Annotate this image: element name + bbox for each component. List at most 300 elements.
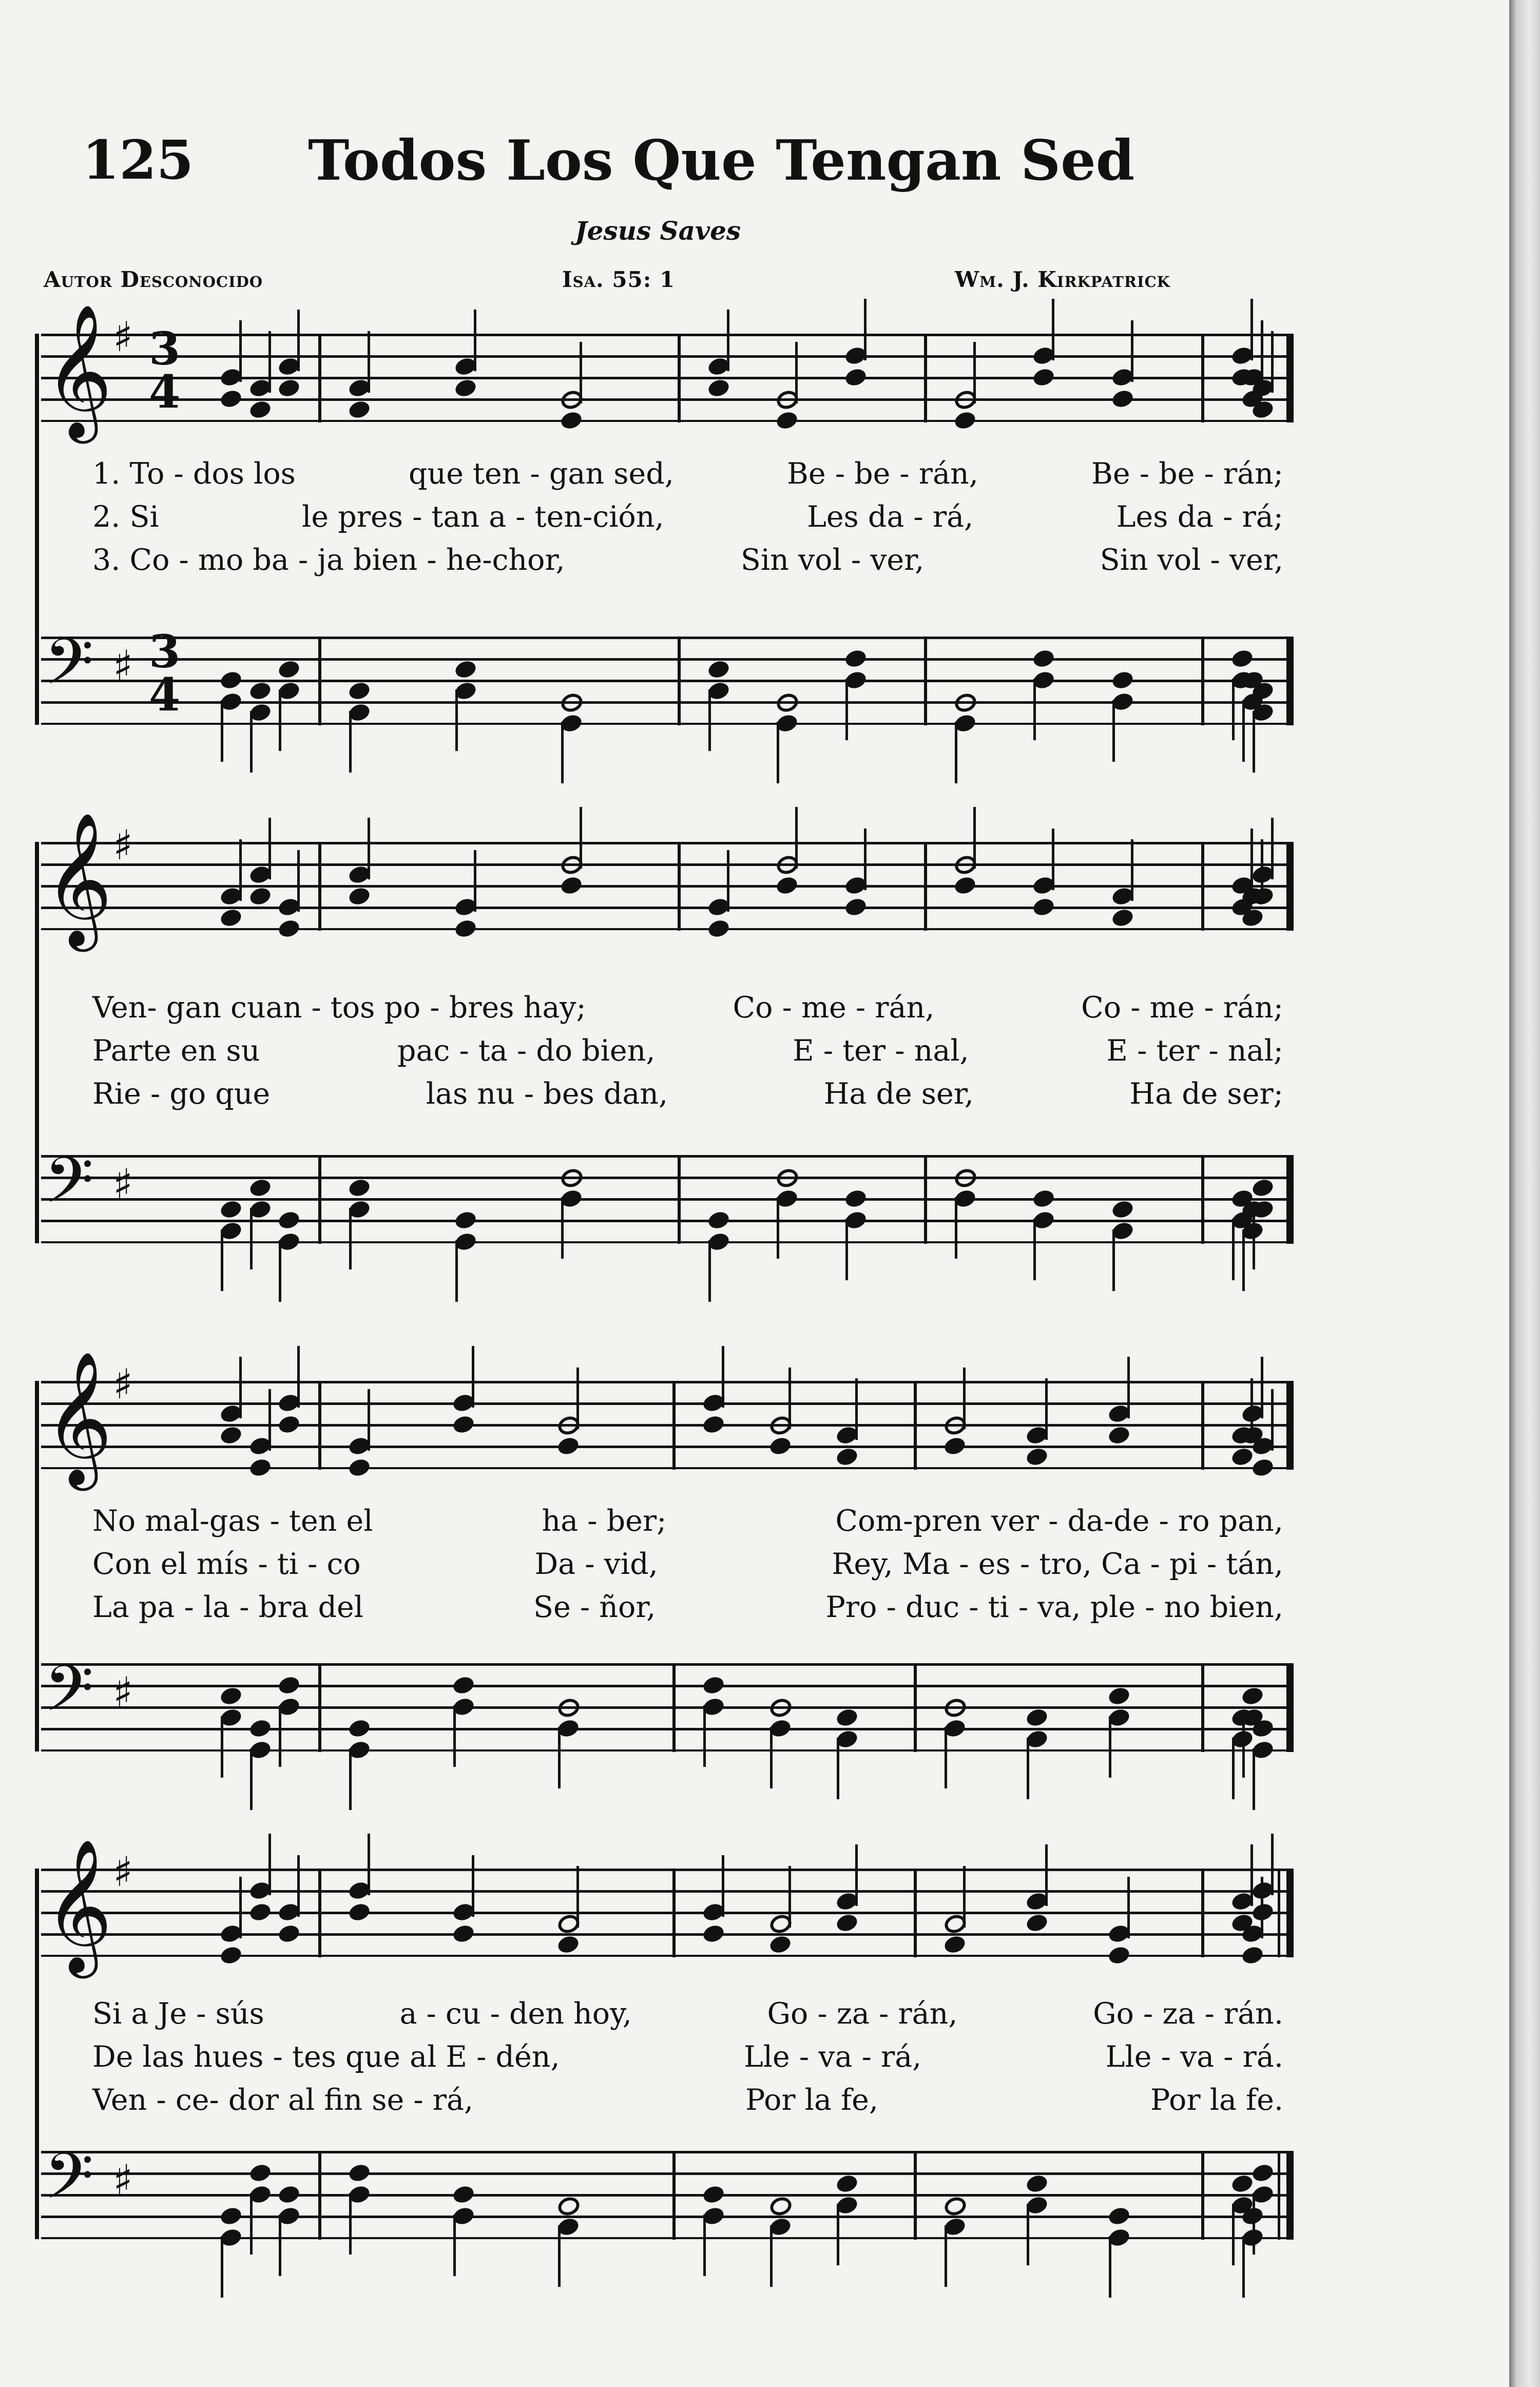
note-stem <box>297 1855 300 1917</box>
note-stem <box>1033 679 1036 740</box>
treble-clef-icon: 𝄞 <box>44 1351 112 1485</box>
note-stem <box>221 1229 223 1291</box>
lyric-line <box>92 2083 1283 2117</box>
note-stem <box>239 1357 242 1418</box>
lyric-segment: No mal-gas - ten el <box>92 1504 373 1538</box>
note-stem <box>788 1866 791 1928</box>
notehead <box>701 1923 726 1945</box>
notehead <box>1031 648 1056 669</box>
note-stem <box>1253 1208 1255 1269</box>
notehead <box>1230 2173 1255 2194</box>
lyric-segment: Be - be - rán, <box>786 457 978 491</box>
notehead <box>1250 1457 1275 1478</box>
notehead <box>843 1188 868 1209</box>
lyric-segment: 1. To - dos los <box>92 457 296 491</box>
note-stem <box>788 1368 791 1429</box>
lyric-segment: Sin vol - ver, <box>1100 543 1283 577</box>
notehead <box>1110 669 1135 691</box>
notehead <box>775 410 799 431</box>
note-stem <box>1242 700 1245 762</box>
notehead <box>451 1414 476 1435</box>
note-stem <box>453 1705 456 1767</box>
notehead <box>347 1177 372 1199</box>
note-stem <box>1242 1716 1245 1778</box>
note-stem <box>1027 1738 1029 1799</box>
barline <box>318 2151 321 2240</box>
notehead <box>843 367 868 388</box>
lyric-line <box>92 1077 1283 1111</box>
notehead <box>1230 1446 1255 1468</box>
note-stem <box>1271 1834 1274 1895</box>
note-stem <box>250 1208 253 1269</box>
barline <box>672 2151 676 2240</box>
notehead <box>701 2184 726 2205</box>
note-stem <box>777 722 779 783</box>
notehead <box>1250 2162 1275 2184</box>
notehead <box>248 1901 273 1923</box>
notehead <box>555 2194 582 2218</box>
note-stem <box>770 1727 773 1788</box>
note-stem <box>1232 1738 1235 1799</box>
note-stem <box>268 1834 271 1895</box>
note-stem <box>561 1197 564 1259</box>
lyric-line <box>92 991 1283 1025</box>
system-bracket <box>35 1869 39 2239</box>
end-barline <box>1286 1381 1294 1470</box>
note-stem <box>1045 1844 1048 1906</box>
lyric-segment: Com-pren ver - da-de - ro pan, <box>835 1504 1283 1538</box>
note-stem <box>795 342 798 403</box>
barline <box>672 1663 676 1752</box>
note-stem <box>837 1738 839 1799</box>
note-stem <box>708 689 711 751</box>
lyric-segment: Se - ñor, <box>533 1590 656 1624</box>
lyric-segment: Lle - va - rá, <box>743 2040 922 2074</box>
note-stem <box>472 1346 474 1408</box>
notehead <box>248 886 273 907</box>
lyric-segment: E - ter - nal; <box>1106 1034 1283 1068</box>
notehead <box>347 680 372 702</box>
notehead <box>1031 1188 1056 1209</box>
barline <box>1201 842 1204 931</box>
notehead <box>767 1696 794 1720</box>
notehead <box>1107 1424 1131 1446</box>
barline <box>678 1155 681 1244</box>
note-stem <box>955 1197 957 1259</box>
note-stem <box>703 2215 706 2276</box>
note-stem <box>708 1240 711 1302</box>
notehead <box>219 388 243 410</box>
notehead <box>706 377 731 399</box>
notehead <box>219 1424 243 1446</box>
note-stem <box>855 1378 858 1440</box>
lyric-segment: ha - ber; <box>542 1504 667 1538</box>
notehead <box>775 1166 801 1190</box>
barline <box>1201 1869 1204 1957</box>
note-stem <box>268 818 271 879</box>
notehead <box>701 1414 726 1435</box>
note-stem <box>279 2215 281 2276</box>
barline <box>318 1663 321 1752</box>
barline <box>1201 637 1204 725</box>
end-barline <box>1286 842 1294 931</box>
treble-clef-icon: 𝄞 <box>44 1838 112 1973</box>
notehead <box>942 1435 967 1457</box>
end-barline <box>1286 1155 1294 1244</box>
lyric-segment: Les da - rá; <box>1116 500 1283 534</box>
note-stem <box>1127 1877 1130 1938</box>
notehead <box>347 1718 372 1739</box>
sharp-icon: ♯ <box>113 1360 133 1408</box>
lyric-segment: Co - me - rán; <box>1081 991 1283 1025</box>
note-stem <box>250 2193 253 2255</box>
note-stem <box>770 2225 773 2287</box>
note-stem <box>349 711 352 773</box>
notehead <box>1250 1177 1275 1199</box>
scripture-reference: Isa. 55: 1 <box>562 267 676 292</box>
barline <box>914 1663 917 1752</box>
lyric-line <box>92 1590 1283 1624</box>
note-stem <box>1052 299 1054 360</box>
barline <box>678 334 681 422</box>
barline <box>318 1381 321 1470</box>
notehead <box>1110 388 1135 410</box>
notehead <box>835 1707 859 1728</box>
barline <box>672 1381 676 1470</box>
bass-clef-icon: 𝄢 <box>44 2140 94 2229</box>
notehead <box>451 1923 476 1945</box>
note-stem <box>1027 2204 1029 2265</box>
time-signature: 3 4 <box>149 322 181 418</box>
note-stem <box>268 331 271 393</box>
barline <box>924 334 927 422</box>
lyric-segment: 3. Co - mo ba - ja bien - he-chor, <box>92 543 565 577</box>
note-stem <box>1109 1716 1111 1778</box>
lyric-segment: Ha de ser; <box>1129 1077 1283 1111</box>
lyric-segment: Con el mís - ti - co <box>92 1547 361 1581</box>
bass-clef-icon: 𝄢 <box>44 1144 94 1233</box>
note-stem <box>727 310 729 371</box>
note-stem <box>250 1748 253 1810</box>
notehead <box>219 907 243 929</box>
notehead <box>347 2162 372 2184</box>
note-stem <box>1271 331 1274 393</box>
note-stem <box>722 1855 724 1917</box>
notehead <box>1025 2173 1049 2194</box>
barline <box>678 842 681 931</box>
note-stem <box>368 331 370 393</box>
notehead <box>1031 896 1056 918</box>
note-stem <box>297 310 300 371</box>
sharp-icon: ♯ <box>113 642 133 689</box>
lyric-line <box>92 1547 1283 1581</box>
notehead <box>556 1934 581 1955</box>
note-stem <box>268 1389 271 1451</box>
notehead <box>952 691 978 715</box>
notehead <box>347 886 372 907</box>
end-barline <box>1286 1663 1294 1752</box>
treble-clef-icon: 𝄞 <box>44 303 112 438</box>
lyric-segment: Rey, Ma - es - tro, Ca - pi - tán, <box>832 1547 1283 1581</box>
barline <box>914 1869 917 1957</box>
note-stem <box>279 689 281 751</box>
lyric-line <box>92 2040 1283 2074</box>
lyric-segment: Da - vid, <box>534 1547 658 1581</box>
note-stem <box>1271 818 1274 879</box>
notehead <box>451 2184 476 2205</box>
note-stem <box>1112 1229 1115 1291</box>
note-stem <box>576 1866 579 1928</box>
notehead <box>767 2194 794 2218</box>
lyric-segment: Pro - duc - ti - va, ple - no bien, <box>825 1590 1283 1624</box>
lyric-line <box>92 1034 1283 1068</box>
notehead <box>219 1199 243 1220</box>
sharp-icon: ♯ <box>113 2156 133 2204</box>
notehead <box>248 399 273 420</box>
lyric-segment: Por la fe, <box>745 2083 879 2117</box>
notehead <box>453 377 478 399</box>
notehead <box>1025 1446 1049 1468</box>
note-stem <box>349 1208 352 1269</box>
notehead <box>248 1177 273 1199</box>
lyric-segment: Rie - go que <box>92 1077 271 1111</box>
note-stem <box>221 700 223 762</box>
lyric-segment: Co - me - rán, <box>733 991 935 1025</box>
lyric-segment: Ven- gan cuan - tos po - bres hay; <box>92 991 586 1025</box>
notehead <box>942 1934 967 1955</box>
note-stem <box>845 1219 848 1280</box>
note-stem <box>837 2204 839 2265</box>
lyric-segment: a - cu - den hoy, <box>399 1997 632 2031</box>
notehead <box>768 1435 793 1457</box>
note-stem <box>1052 829 1054 890</box>
note-stem <box>297 1346 300 1408</box>
lyric-segment: pac - ta - do bien, <box>397 1034 656 1068</box>
notehead <box>248 680 273 702</box>
notehead <box>706 1209 731 1231</box>
notehead <box>219 669 243 691</box>
lyric-segment: Sin vol - ver, <box>740 543 925 577</box>
note-stem <box>1250 1844 1253 1906</box>
treble-staff <box>41 303 1294 438</box>
note-stem <box>455 689 458 751</box>
end-barline <box>1286 637 1294 725</box>
note-stem <box>864 829 867 890</box>
sharp-icon: ♯ <box>113 1160 133 1208</box>
note-stem <box>221 1716 223 1778</box>
lyric-segment: Ha de ser, <box>823 1077 974 1111</box>
notehead <box>219 1685 243 1707</box>
note-stem <box>239 1877 242 1938</box>
hymn-title: Todos Los Que Tengan Sed <box>308 128 1135 193</box>
note-stem <box>472 1855 474 1917</box>
note-stem <box>580 342 582 403</box>
final-barline <box>1278 2151 1280 2240</box>
notehead <box>453 659 478 680</box>
lyric-segment: Les da - rá, <box>806 500 974 534</box>
note-stem <box>558 2225 561 2287</box>
system-bracket <box>35 334 39 725</box>
tune-name: Jesus Saves <box>575 216 741 246</box>
note-stem <box>279 1705 281 1767</box>
notehead <box>248 1457 273 1478</box>
note-stem <box>1112 700 1115 762</box>
final-barline <box>1278 1869 1280 1957</box>
note-stem <box>349 2193 352 2255</box>
note-stem <box>1253 2193 1255 2255</box>
note-stem <box>1242 2236 1245 2298</box>
note-stem <box>1261 320 1263 382</box>
note-stem <box>855 1844 858 1906</box>
barline <box>924 1155 927 1244</box>
sharp-icon: ♯ <box>113 1668 133 1716</box>
notehead <box>277 1674 301 1696</box>
notehead <box>277 2184 301 2205</box>
notehead <box>248 1718 273 1739</box>
note-stem <box>474 310 476 371</box>
note-stem <box>945 1727 947 1788</box>
treble-clef-icon: 𝄞 <box>44 812 112 946</box>
note-stem <box>1253 711 1255 773</box>
note-stem <box>297 850 300 912</box>
note-stem <box>864 299 867 360</box>
notehead <box>835 1912 859 1934</box>
sharp-icon: ♯ <box>113 313 133 361</box>
note-stem <box>727 850 729 912</box>
note-stem <box>1033 1219 1036 1280</box>
notehead <box>248 2162 273 2184</box>
notehead <box>277 1923 301 1945</box>
lyric-segment: E - ter - nal, <box>793 1034 969 1068</box>
notehead <box>1110 907 1135 929</box>
notehead <box>559 691 585 715</box>
notehead <box>347 1901 372 1923</box>
end-barline <box>1286 1869 1294 1957</box>
hymn-number: 125 <box>82 128 194 191</box>
author-credit: Autor Desconocido <box>44 267 263 292</box>
notehead <box>1240 1945 1265 1966</box>
notehead <box>453 918 478 939</box>
note-stem <box>945 2225 947 2287</box>
composer-credit: Wm. J. Kirkpatrick <box>955 267 1170 292</box>
note-stem <box>368 1389 370 1451</box>
notehead <box>347 399 372 420</box>
note-stem <box>561 722 564 783</box>
note-stem <box>239 320 242 382</box>
barline <box>318 842 321 931</box>
lyric-segment: La pa - la - bra del <box>92 1590 363 1624</box>
note-stem <box>1253 1748 1255 1810</box>
note-stem <box>973 807 976 869</box>
note-stem <box>955 722 957 783</box>
notehead <box>768 1934 793 1955</box>
notehead <box>277 1209 301 1231</box>
note-stem <box>1109 2236 1111 2298</box>
note-stem <box>795 807 798 869</box>
notehead <box>942 1696 968 1720</box>
note-stem <box>239 839 242 901</box>
note-stem <box>368 818 370 879</box>
lyric-segment: Por la fe. <box>1150 2083 1283 2117</box>
notehead <box>347 1457 372 1478</box>
lyric-segment: Parte en su <box>92 1034 260 1068</box>
treble-staff <box>41 812 1294 946</box>
lyric-line <box>92 1504 1283 1538</box>
system-bracket <box>35 1381 39 1751</box>
note-stem <box>1232 1219 1235 1280</box>
note-stem <box>1232 2204 1235 2265</box>
note-stem <box>1250 299 1253 360</box>
lyric-segment: que ten - gan sed, <box>409 457 674 491</box>
barline <box>1201 1381 1204 1470</box>
note-stem <box>474 850 476 912</box>
notehead <box>1031 367 1056 388</box>
notehead <box>953 875 977 896</box>
barline <box>1201 1155 1204 1244</box>
notehead <box>1110 1199 1135 1220</box>
notehead <box>1025 1707 1049 1728</box>
notehead <box>559 875 584 896</box>
end-barline <box>1286 334 1294 422</box>
notehead <box>1025 1912 1049 1934</box>
note-stem <box>221 2236 223 2298</box>
treble-staff <box>41 1351 1294 1485</box>
note-stem <box>349 1748 352 1810</box>
lyric-line <box>92 457 1283 491</box>
note-stem <box>845 679 848 740</box>
lyric-segment: le pres - tan a - ten-ción, <box>302 500 664 534</box>
note-stem <box>580 807 582 869</box>
notehead <box>453 1209 478 1231</box>
sharp-icon: ♯ <box>113 1848 133 1896</box>
lyric-segment: Go - za - rán. <box>1093 1997 1283 2031</box>
barline <box>672 1869 676 1957</box>
notehead <box>706 918 731 939</box>
sharp-icon: ♯ <box>113 821 133 869</box>
notehead <box>277 377 301 399</box>
barline <box>318 334 321 422</box>
system-bracket <box>35 842 39 1243</box>
note-stem <box>1232 679 1235 740</box>
lyric-line <box>92 500 1283 534</box>
barline <box>318 1155 321 1244</box>
barline <box>318 1869 321 1957</box>
notehead <box>953 410 977 431</box>
note-stem <box>1242 1229 1245 1291</box>
notehead <box>277 918 301 939</box>
note-stem <box>455 1240 458 1302</box>
lyric-line <box>92 1997 1283 2031</box>
note-stem <box>777 1197 779 1259</box>
notehead <box>1107 2205 1131 2227</box>
barline <box>914 2151 917 2240</box>
notehead <box>843 648 868 669</box>
note-stem <box>558 1727 561 1788</box>
note-stem <box>1131 839 1133 901</box>
notehead <box>835 2173 859 2194</box>
notehead <box>701 1674 726 1696</box>
note-stem <box>1127 1357 1130 1418</box>
notehead <box>835 1446 859 1468</box>
lyric-segment: Si a Je - sús <box>92 1997 264 2031</box>
notehead <box>219 2205 243 2227</box>
note-stem <box>703 1705 706 1767</box>
time-signature: 3 4 <box>149 625 181 721</box>
notehead <box>952 1166 978 1190</box>
note-stem <box>453 2215 456 2276</box>
note-stem <box>1045 1378 1048 1440</box>
lyric-segment: Ven - ce- dor al fin se - rá, <box>92 2083 474 2117</box>
